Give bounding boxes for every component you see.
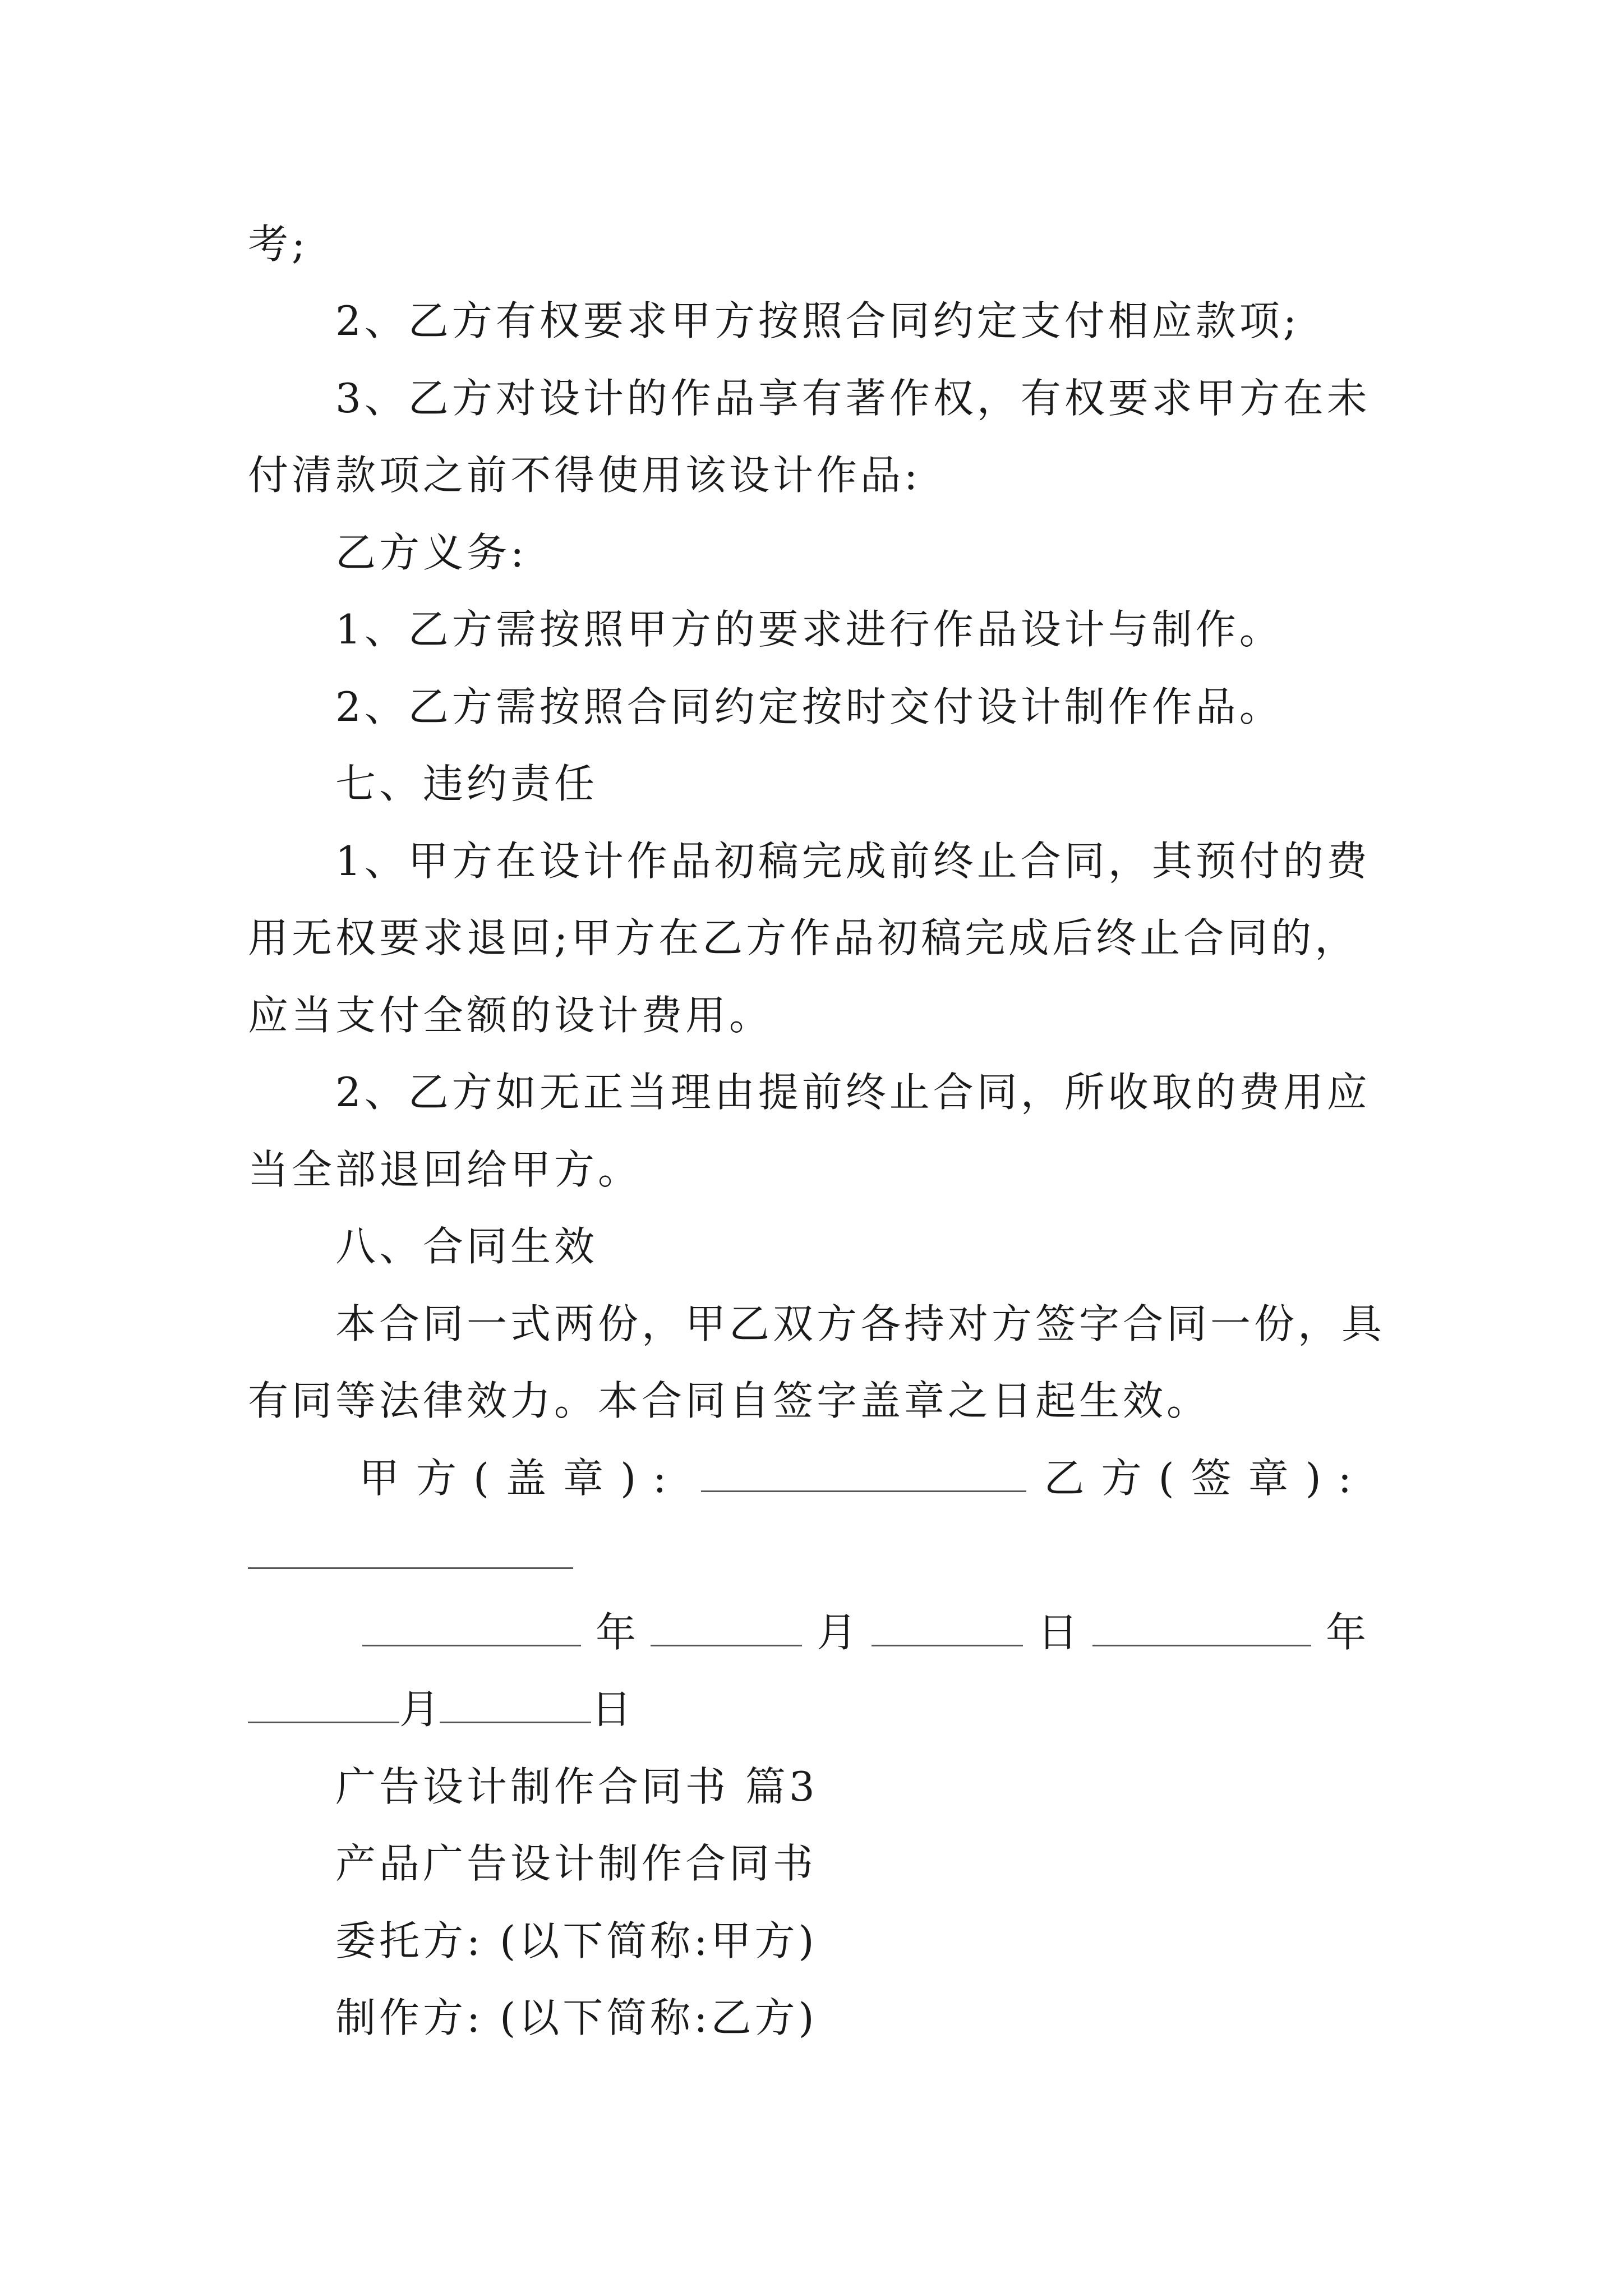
contract-title: 产品广告设计制作合同书 <box>335 1840 817 1887</box>
party-a-year-blank <box>362 1609 581 1646</box>
year-label: 年 <box>595 1609 636 1656</box>
day-label: 日 <box>1037 1609 1078 1656</box>
producer-line: 制作方: (以下简称:乙方) <box>335 1994 818 2041</box>
paragraph: 3、乙方对设计的作品享有著作权，有权要求甲方在未 <box>335 375 1371 422</box>
paragraph: 用无权要求退回;甲方在乙方作品初稿完成后终止合同的， <box>248 914 1359 961</box>
paragraph: 2、乙方有权要求甲方按照合同约定支付相应款项; <box>335 297 1301 344</box>
day-label: 日 <box>591 1686 632 1733</box>
party-b-month-blank <box>248 1686 399 1723</box>
client-line: 委托方: (以下简称:甲方) <box>335 1917 818 1964</box>
party-b-signature-blank <box>248 1531 573 1569</box>
paragraph: 付清款项之前不得使用该设计作品: <box>248 452 921 499</box>
year-label: 年 <box>1325 1609 1366 1656</box>
party-b-day-blank <box>440 1686 591 1723</box>
paragraph: 1、甲方在设计作品初稿完成前终止合同，其预付的费 <box>335 838 1371 885</box>
date-row-continued <box>248 1681 1392 1737</box>
party-a-month-blank <box>651 1609 802 1646</box>
month-label: 月 <box>399 1686 440 1733</box>
party-a-signature-label: 甲方(盖章): <box>359 1455 684 1502</box>
date-row <box>362 1604 1366 1660</box>
month-label: 月 <box>816 1609 857 1656</box>
paragraph: 当全部退回给甲方。 <box>248 1146 642 1193</box>
paragraph: 2、乙方如无正当理由提前终止合同，所收取的费用应 <box>335 1069 1371 1116</box>
section-heading: 七、违约责任 <box>335 760 598 807</box>
paragraph: 本合同一式两份，甲乙双方各持对方签字合同一份，具 <box>335 1300 1386 1347</box>
paragraph: 乙方义务: <box>335 529 528 576</box>
paragraph: 考; <box>248 220 309 268</box>
paragraph: 应当支付全额的设计费用。 <box>248 992 773 1039</box>
party-b-year-blank <box>1092 1609 1311 1646</box>
paragraph: 1、乙方需按照甲方的要求进行作品设计与制作。 <box>335 606 1283 653</box>
party-b-signature-blank-row <box>248 1527 1392 1583</box>
party-b-signature-label: 乙方(签章): <box>1044 1455 1368 1502</box>
paragraph: 有同等法律效力。本合同自签字盖章之日起生效。 <box>248 1377 1211 1424</box>
signature-row <box>359 1450 1368 1506</box>
party-a-day-blank <box>872 1609 1023 1646</box>
section-heading: 八、合同生效 <box>335 1223 598 1270</box>
paragraph: 2、乙方需按照合同约定按时交付设计制作作品。 <box>335 683 1283 730</box>
section-heading: 广告设计制作合同书 篇3 <box>335 1763 818 1810</box>
party-a-signature-blank <box>701 1455 1026 1492</box>
